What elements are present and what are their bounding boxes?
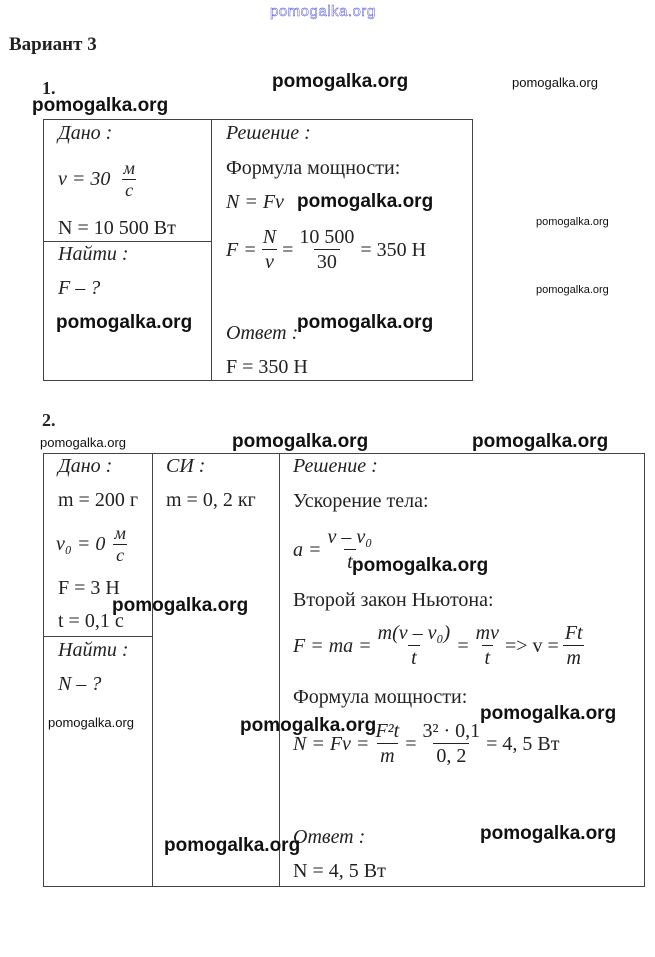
p2-initial-velocity: v₀ = 0 $\frac{м}{с}$	[56, 523, 126, 565]
page-title: Вариант 3	[9, 34, 97, 55]
watermark: pomogalka.org	[32, 95, 169, 116]
p2-newton-title: Второй закон Ньютона:	[293, 589, 494, 611]
watermark: pomogalka.org	[240, 715, 377, 736]
watermark: pomogalka.org	[536, 284, 609, 296]
p2-power-calc: N = Fv = $\frac{\text{F²t}}{m}$ = $\frac{\text{3² · 0,1}}{0, 2}$ = 4, 5 Вт	[293, 720, 560, 767]
p2-si-cell	[152, 453, 280, 887]
p2-force-given: F = 3 Н	[58, 577, 120, 599]
p2-mass-given: m = 200 г	[58, 489, 139, 511]
watermark: pomogalka.org	[297, 312, 434, 333]
watermark: pomogalka.org	[512, 75, 598, 90]
watermark: pomogalka.org	[480, 823, 617, 844]
p2-find-label: Найти :	[58, 639, 129, 661]
p2-accel-formula: a = $\frac{\text{v – v₀}}{t}$	[293, 526, 373, 573]
p1-power-given: N = 10 500 Вт	[58, 217, 176, 239]
watermark: pomogalka.org	[472, 431, 609, 452]
p2-find-value: N – ?	[58, 673, 102, 695]
watermark: pomogalka.org	[48, 715, 134, 730]
watermark: pomogalka.org	[232, 431, 369, 452]
p1-velocity: v = 30 $\frac{м}{с}$	[58, 158, 135, 200]
p2-answer-value: N = 4, 5 Вт	[293, 860, 386, 882]
watermark: pomogalka.org	[536, 216, 609, 228]
watermark: pomogalka.org	[56, 312, 193, 333]
p1-solution-label: Решение :	[226, 122, 311, 144]
p2-accel-title: Ускорение тела:	[293, 490, 429, 512]
p2-si-label: СИ :	[166, 455, 206, 477]
watermark: pomogalka.org	[40, 435, 126, 450]
watermark: pomogalka.org	[297, 191, 434, 212]
p2-power-title: Формула мощности:	[293, 686, 468, 708]
p2-time-given: t = 0,1 с	[58, 610, 124, 632]
p2-solution-cell	[279, 453, 645, 887]
p1-find-value: F – ?	[58, 277, 101, 299]
p2-answer-label: Ответ :	[293, 826, 366, 848]
p1-answer-label: Ответ :	[226, 322, 299, 344]
watermark: pomogalka.org	[112, 595, 249, 616]
p2-newton-formula: F = ma = $\frac{\text{m(v – v₀)}}{t}$ = $\frac{mv}{t}$ => v = $\frac{Ft}{m}$	[293, 622, 583, 669]
p1-given-label: Дано :	[58, 122, 113, 144]
watermark: pomogalka.org	[272, 71, 409, 92]
p2-solution-label: Решение :	[293, 455, 378, 477]
watermark: pomogalka.org	[352, 555, 489, 576]
watermark: pomogalka.org	[164, 835, 301, 856]
p1-find-label: Найти :	[58, 243, 129, 265]
p1-formula: N = Fv	[226, 191, 284, 213]
watermark: pomogalka.org	[480, 703, 617, 724]
watermark-top[interactable]: pomogalka.org	[270, 3, 376, 20]
p1-answer-value: F = 350 Н	[226, 356, 308, 378]
p2-si-value: m = 0, 2 кг	[166, 489, 256, 511]
p1-force-calc: F = $\frac{N}{v}$ = $\frac{10 500}{30}$ = 350 Н	[226, 226, 427, 273]
p2-given-label: Дано :	[58, 455, 113, 477]
p1-formula-title: Формула мощности:	[226, 157, 401, 179]
problem-2-number: 2.	[42, 410, 56, 430]
problem-1-number: 1.	[42, 78, 56, 98]
